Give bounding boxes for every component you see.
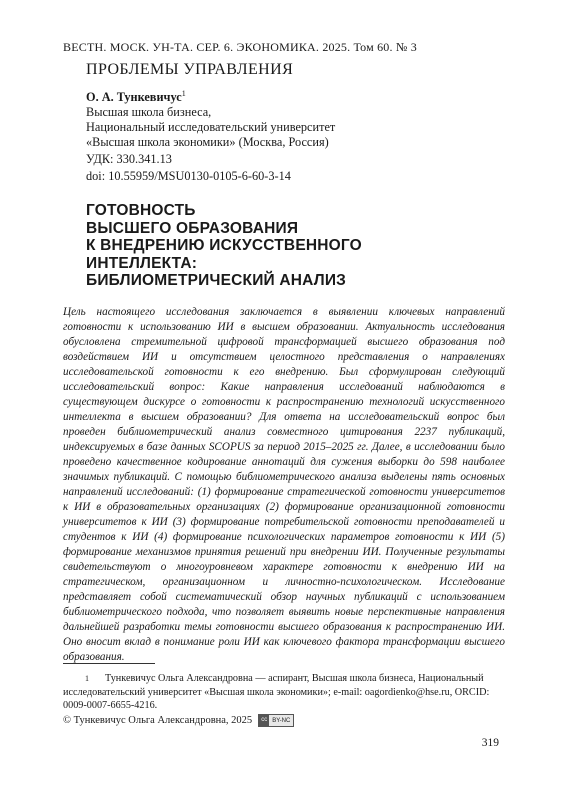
page-number: 319 <box>481 737 499 749</box>
title-line: БИБЛИОМЕТРИЧЕСКИЙ АНАЛИЗ <box>86 272 347 289</box>
author-block <box>86 86 335 150</box>
author-name-text: О. А. Тункевичус <box>86 90 182 105</box>
license-label: BY-NC <box>272 717 291 724</box>
footnote-text: Тункевичус Ольга Александровна — аспирант, Высшая школа бизнеса, Национальный исследовательский университет «Высшая школа экономики»; e-mail: oagordienko@hse.ru, ORCID: 0009-0007-6655-4216. <box>63 673 490 711</box>
title-line: К ВНЕДРЕНИЮ ИСКУССТВЕННОГО <box>86 237 362 254</box>
title-line: ИНТЕЛЛЕКТА: <box>86 254 198 272</box>
footnote-divider <box>63 663 155 664</box>
author-name <box>86 86 335 105</box>
doi-link[interactable]: doi: 10.55959/MSU0130-0105-6-60-3-14 <box>86 169 291 183</box>
affiliation-line: Национальный исследовательский университет <box>86 120 336 135</box>
title-line: ВЫСШЕГО ОБРАЗОВАНИЯ <box>86 219 299 237</box>
title-line: ГОТОВНОСТЬ <box>86 202 196 219</box>
udk-code: УДК: 330.341.13 <box>86 152 172 166</box>
running-head: ВЕСТН. МОСК. УН-ТА. СЕР. 6. ЭКОНОМИКА. 2025. Том 60. № 3 <box>63 40 417 54</box>
footnote <box>63 672 505 713</box>
affiliation-line: Высшая школа бизнеса, <box>86 105 212 120</box>
copyright-text: © Тункевичус Ольга Александровна, 2025 <box>63 715 253 726</box>
copyright <box>63 714 294 727</box>
cc-icon: cc <box>259 715 269 726</box>
author-footnote-mark[interactable]: 1 <box>181 89 186 98</box>
article-title <box>86 202 362 290</box>
affiliation-line: «Высшая школа экономики» (Москва, Россия) <box>86 135 329 150</box>
footnote-mark: 1 <box>85 674 89 683</box>
section-heading: ПРОБЛЕМЫ УПРАВЛЕНИЯ <box>86 61 294 78</box>
abstract: Цель настоящего исследования заключается в выявлении ключевых направлений готовности к использованию ИИ в высшем образовании. Актуальность исследования обусловлена стремительной цифровой трансформацией высшего образования под воздействием ИИ и отсутствием целостного представления о направлениях исследовательской готовности к его внедрению. Был сформулирован следующий исследовательский вопрос: Какие направления исследований наблюдаются в существующем дискурсе о готовности к распространению технологий искусственного интеллекта в высшем образовании? Для ответа на исследовательский вопрос был проведен библиометрический анализ совместного цитирования 2237 публикаций, индексируемых в базе данных SCOPUS за период 2015–2025 гг. Далее, в исследовании было проведено качественное кодирование аннотаций для сужения выборки до 598 наиболее значимых публикаций. С помощью библиометрического анализа выделены пять основных направлений исследований: (1) формирование стратегической готовности университетов к ИИ в образовательных организациях (2) формирование организационной готовности университетов к ИИ (3) формирование потребительской готовности преподавателей и студентов к ИИ (4) формирование психологических параметров готовности к ИИ (5) формирование механизмов принятия решений при внедрении ИИ. Полученные результаты свидетельствуют о многоуровневом характере готовности к внедрению ИИ на стратегическом, организационном и личностно-психологическом. Исследование представляет собой систематический обзор научных публикаций с использованием библиометрического подхода, что позволяет выявить новые перспективные направления дальнейшей разработки темы готовности высшего образования к распространению ИИ. Оно вносит вклад в понимание роли ИИ как ключевого фактора трансформации высшего образования. <box>63 306 505 663</box>
cc-license-badge[interactable] <box>258 714 294 727</box>
